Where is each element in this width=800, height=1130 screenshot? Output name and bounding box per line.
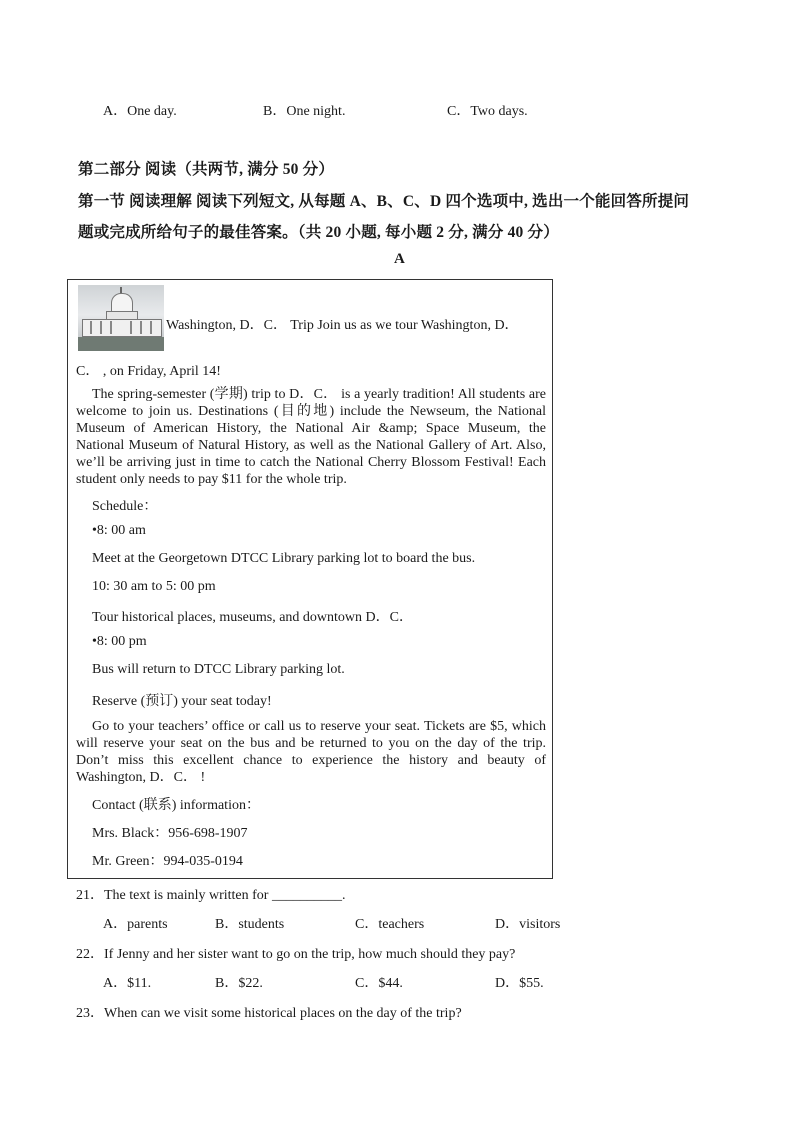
q20-option-a: A．One day. <box>103 104 177 119</box>
q20-option-b: B．One night. <box>263 104 346 119</box>
schedule-desc-3: Bus will return to DTCC Library parking lot. <box>92 662 345 677</box>
q23-stem: 23．When can we visit some historical places on the day of the trip? <box>76 1006 462 1021</box>
ad-intro-paragraph: The spring-semester (学期) trip to D．C． is a yearly tradition! All students are welcome to join us. Destinations (目的地) include the Newseum, the National Museum of American History, the National Air &amp; Space Museum, the National Museum of Natural History, as well as the National Gallery of Art. Also, we’ll be arriving just in time to catch the National Cherry Blossom Festival! Each student only needs to pay $11 for the whole trip. <box>76 387 546 487</box>
ad-title-line2: C． , on Friday, April 14! <box>76 364 221 379</box>
section-instruction-line1: 第一节 阅读理解 阅读下列短文, 从每题 A、B、C、D 四个选项中, 选出一个能回答所提问 <box>78 193 690 210</box>
q22-option-d: D．$55. <box>495 976 544 991</box>
section-instruction-line2: 题或完成所给句子的最佳答案。（共 20 小题, 每小题 2 分, 满分 40 分） <box>78 224 559 241</box>
capitol-building-image <box>78 285 164 351</box>
q22-option-a: A．$11. <box>103 976 152 991</box>
q21-option-b: B．students <box>215 917 285 932</box>
q21-option-d: D．visitors <box>495 917 561 932</box>
q21-stem: 21．The text is mainly written for __________. <box>76 888 346 903</box>
reserve-label: Reserve (预订) your seat today! <box>92 694 272 709</box>
passage-letter: A <box>394 251 405 267</box>
q21-option-c: C．teachers <box>355 917 425 932</box>
q20-option-c: C．Two days. <box>447 104 528 119</box>
q22-option-c: C．$44. <box>355 976 403 991</box>
schedule-time-3: •8: 00 pm <box>92 634 147 649</box>
reserve-paragraph: Go to your teachers’ office or call us to reserve your seat. Tickets are $5, which will reserve your seat on the bus and be returned to you on the day of the trip. Don’t miss this excellent chance to experience the history and beauty of Washington, D．C． ! <box>76 719 546 785</box>
part-title: 第二部分 阅读（共两节, 满分 50 分） <box>78 161 335 178</box>
schedule-time-1: •8: 00 am <box>92 523 146 538</box>
contact-mr-green: Mr. Green：994-035-0194 <box>92 854 243 869</box>
ad-title-line: Washington, D．C． Trip Join us as we tour Washington, D． <box>166 318 519 333</box>
q22-option-b: B．$22. <box>215 976 263 991</box>
schedule-desc-1: Meet at the Georgetown DTCC Library parking lot to board the bus. <box>92 551 476 566</box>
schedule-desc-2: Tour historical places, museums, and downtown D．C． <box>92 610 413 625</box>
contact-mrs-black: Mrs. Black：956-698-1907 <box>92 826 248 841</box>
schedule-label: Schedule： <box>92 499 158 514</box>
q22-stem: 22．If Jenny and her sister want to go on the trip, how much should they pay? <box>76 947 516 962</box>
contact-label: Contact (联系) information： <box>92 798 260 813</box>
q21-option-a: A．parents <box>103 917 168 932</box>
schedule-time-2: 10: 30 am to 5: 00 pm <box>92 579 216 594</box>
